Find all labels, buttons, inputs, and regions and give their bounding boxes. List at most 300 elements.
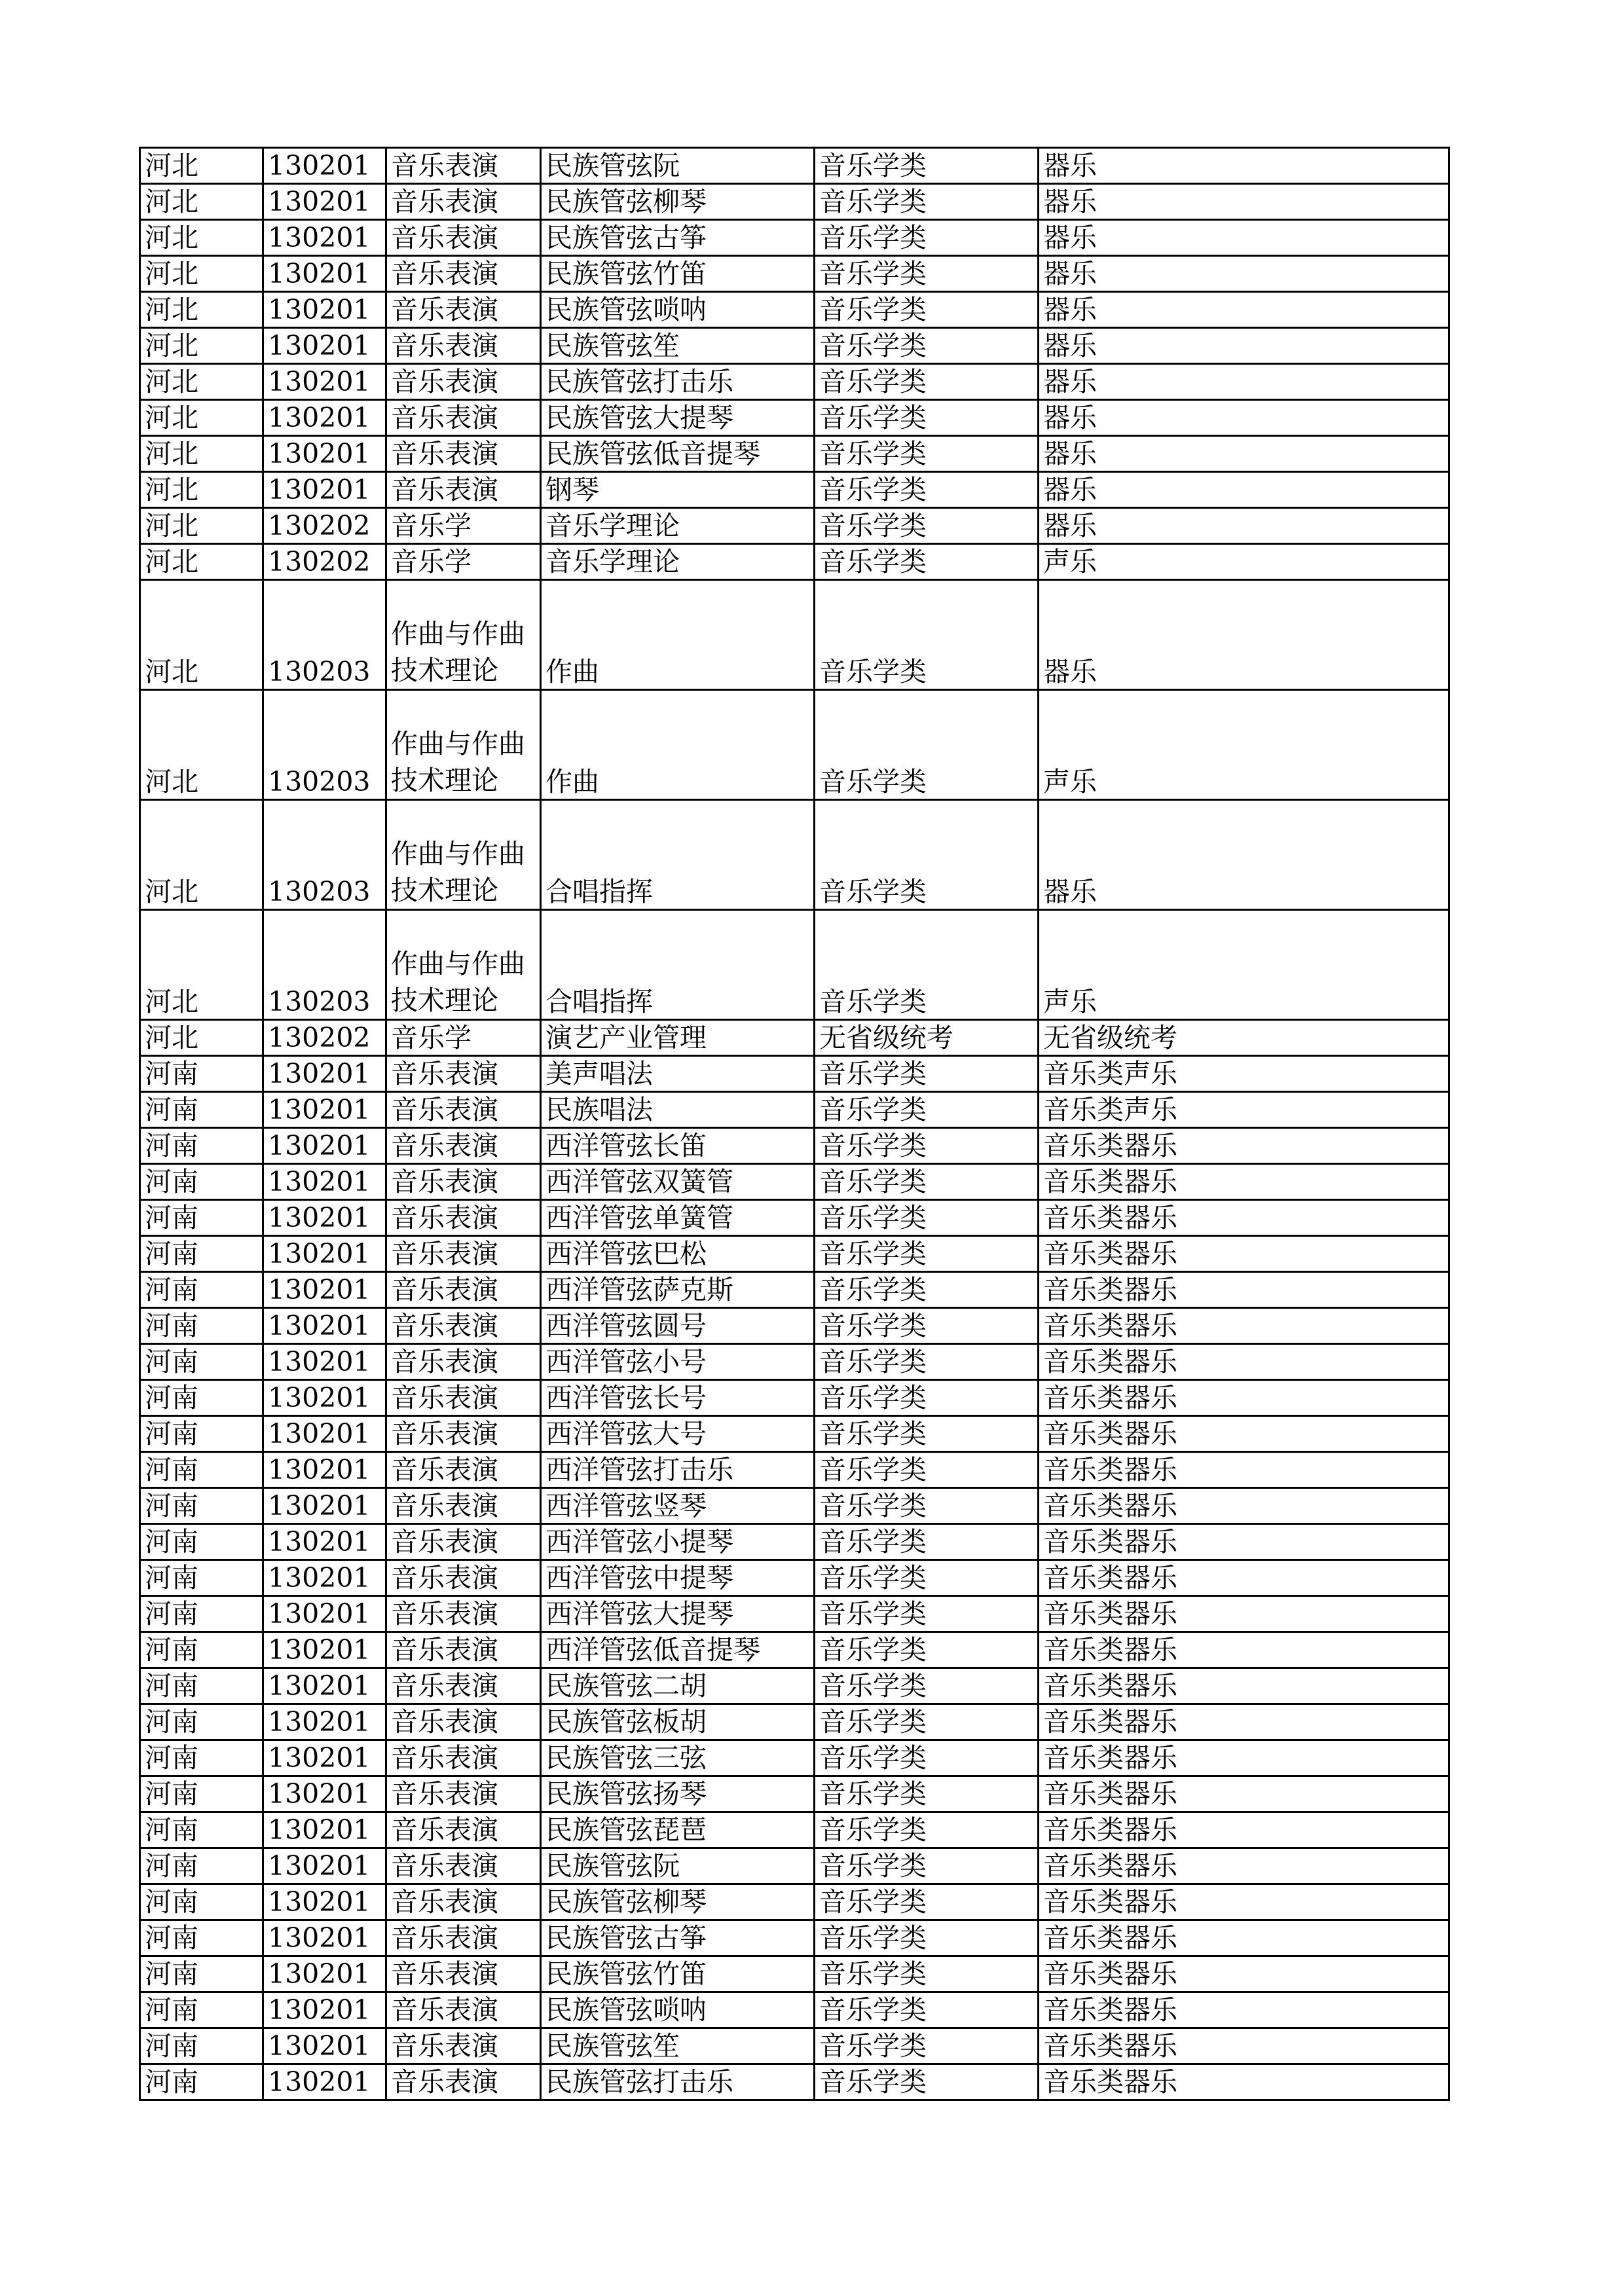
direction-cell: 民族管弦阮 [541,148,815,184]
province-cell: 河南 [140,1632,263,1668]
code-cell: 130201 [263,1056,386,1092]
code-cell: 130201 [263,1344,386,1380]
category-cell: 音乐学类 [815,328,1039,364]
category-cell: 音乐学类 [815,1452,1039,1488]
category-cell: 音乐学类 [815,1380,1039,1416]
category-cell: 音乐学类 [815,364,1039,400]
table-row [140,1596,1449,1632]
table-row [140,1848,1449,1884]
category-cell: 音乐学类 [815,1164,1039,1200]
direction-cell: 合唱指挥 [541,910,815,1020]
table-row [140,1272,1449,1308]
direction-cell: 民族管弦柳琴 [541,1884,815,1920]
major-cell: 音乐表演 [386,1632,541,1668]
category-cell: 音乐学类 [815,1920,1039,1956]
table-row [140,544,1449,580]
direction-cell: 民族管弦扬琴 [541,1776,815,1812]
province-cell: 河南 [140,1776,263,1812]
code-cell: 130201 [263,400,386,436]
direction-cell: 民族管弦柳琴 [541,184,815,220]
direction-cell: 西洋管弦长号 [541,1380,815,1416]
province-cell: 河北 [140,1020,263,1056]
code-cell: 130201 [263,1740,386,1776]
major-cell: 音乐表演 [386,1236,541,1272]
category-cell: 音乐学类 [815,1524,1039,1560]
province-cell: 河北 [140,184,263,220]
code-cell: 130201 [263,1668,386,1704]
category-cell: 音乐学类 [815,436,1039,472]
table-row [140,1776,1449,1812]
province-cell: 河北 [140,148,263,184]
province-cell: 河南 [140,1344,263,1380]
code-cell: 130201 [263,292,386,328]
code-cell: 130201 [263,1884,386,1920]
category-cell: 音乐学类 [815,1128,1039,1164]
province-cell: 河北 [140,690,263,800]
province-cell: 河北 [140,910,263,1020]
code-cell: 130201 [263,1452,386,1488]
province-cell: 河南 [140,1992,263,2028]
table-row [140,1884,1449,1920]
direction-cell: 西洋管弦萨克斯 [541,1272,815,1308]
major-cell: 音乐表演 [386,1560,541,1596]
direction-cell: 民族管弦三弦 [541,1740,815,1776]
direction-cell: 民族管弦琵琶 [541,1812,815,1848]
direction-cell: 美声唱法 [541,1056,815,1092]
code-cell: 130201 [263,1920,386,1956]
table-row [140,1164,1449,1200]
province-cell: 河北 [140,220,263,256]
direction-cell: 民族管弦竹笛 [541,256,815,292]
exam-type-cell: 音乐类器乐 [1039,1920,1449,1956]
category-cell: 音乐学类 [815,1956,1039,1992]
code-cell: 130201 [263,1416,386,1452]
code-cell: 130201 [263,1812,386,1848]
category-cell: 音乐学类 [815,1632,1039,1668]
table-row [140,1740,1449,1776]
major-cell: 音乐表演 [386,148,541,184]
direction-cell: 民族管弦大提琴 [541,400,815,436]
major-cell: 音乐表演 [386,184,541,220]
category-cell: 音乐学类 [815,256,1039,292]
code-cell: 130201 [263,1632,386,1668]
direction-cell: 民族唱法 [541,1092,815,1128]
major-cell: 音乐表演 [386,1992,541,2028]
category-cell: 音乐学类 [815,1200,1039,1236]
code-cell: 130201 [263,1092,386,1128]
table-row [140,1920,1449,1956]
major-cell: 音乐表演 [386,292,541,328]
direction-cell: 民族管弦打击乐 [541,364,815,400]
direction-cell: 西洋管弦大号 [541,1416,815,1452]
table-row [140,1704,1449,1740]
code-cell: 130201 [263,1848,386,1884]
major-cell: 音乐表演 [386,1524,541,1560]
table-row [140,364,1449,400]
province-cell: 河南 [140,1848,263,1884]
code-cell: 130201 [263,328,386,364]
exam-type-cell: 音乐类器乐 [1039,1488,1449,1524]
table-body [140,148,1449,2100]
major-cell: 音乐表演 [386,1164,541,1200]
direction-cell: 西洋管弦打击乐 [541,1452,815,1488]
province-cell: 河北 [140,800,263,910]
direction-cell: 民族管弦阮 [541,1848,815,1884]
exam-type-cell: 器乐 [1039,400,1449,436]
exam-type-cell: 音乐类器乐 [1039,1380,1449,1416]
major-cell: 音乐表演 [386,1200,541,1236]
code-cell: 130201 [263,2028,386,2064]
table-row [140,1668,1449,1704]
exam-type-cell: 声乐 [1039,690,1449,800]
code-cell: 130201 [263,2064,386,2100]
province-cell: 河北 [140,580,263,690]
category-cell: 音乐学类 [815,1236,1039,1272]
table-row [140,2064,1449,2100]
major-cell: 音乐表演 [386,1308,541,1344]
exam-type-cell: 音乐类声乐 [1039,1092,1449,1128]
major-cell: 音乐表演 [386,436,541,472]
code-cell: 130201 [263,436,386,472]
category-cell: 音乐学类 [815,1884,1039,1920]
major-cell: 音乐表演 [386,472,541,508]
province-cell: 河南 [140,1488,263,1524]
direction-cell: 作曲 [541,580,815,690]
code-cell: 130201 [263,1272,386,1308]
direction-cell: 民族管弦古筝 [541,220,815,256]
code-cell: 130201 [263,472,386,508]
exam-type-cell: 无省级统考 [1039,1020,1449,1056]
province-cell: 河南 [140,1200,263,1236]
province-cell: 河北 [140,364,263,400]
direction-cell: 西洋管弦小号 [541,1344,815,1380]
code-cell: 130201 [263,220,386,256]
province-cell: 河北 [140,472,263,508]
major-cell: 作曲与作曲技术理论 [386,580,541,690]
exam-type-cell: 声乐 [1039,910,1449,1020]
code-cell: 130201 [263,1524,386,1560]
direction-cell: 合唱指挥 [541,800,815,910]
exam-type-cell: 器乐 [1039,148,1449,184]
category-cell: 音乐学类 [815,544,1039,580]
code-cell: 130201 [263,1380,386,1416]
table-row [140,472,1449,508]
major-cell: 音乐表演 [386,328,541,364]
province-cell: 河北 [140,256,263,292]
major-cell: 音乐学 [386,508,541,544]
major-cell: 音乐表演 [386,1128,541,1164]
direction-cell: 民族管弦笙 [541,328,815,364]
province-cell: 河南 [140,1560,263,1596]
direction-cell: 西洋管弦中提琴 [541,1560,815,1596]
category-cell: 音乐学类 [815,184,1039,220]
exam-type-cell: 音乐类器乐 [1039,1164,1449,1200]
province-cell: 河北 [140,328,263,364]
major-cell: 音乐表演 [386,1452,541,1488]
category-cell: 音乐学类 [815,148,1039,184]
category-cell: 无省级统考 [815,1020,1039,1056]
exam-type-cell: 器乐 [1039,328,1449,364]
table-row [140,1956,1449,1992]
province-cell: 河南 [140,1452,263,1488]
major-cell: 音乐表演 [386,1776,541,1812]
direction-cell: 民族管弦低音提琴 [541,436,815,472]
province-cell: 河北 [140,508,263,544]
code-cell: 130201 [263,1704,386,1740]
category-cell: 音乐学类 [815,690,1039,800]
table-row [140,436,1449,472]
table-row [140,1344,1449,1380]
category-cell: 音乐学类 [815,1740,1039,1776]
table-row [140,148,1449,184]
category-cell: 音乐学类 [815,580,1039,690]
exam-type-cell: 器乐 [1039,364,1449,400]
province-cell: 河南 [140,1740,263,1776]
category-cell: 音乐学类 [815,400,1039,436]
major-cell: 作曲与作曲技术理论 [386,800,541,910]
exam-type-cell: 音乐类器乐 [1039,1740,1449,1776]
category-cell: 音乐学类 [815,2028,1039,2064]
category-cell: 音乐学类 [815,910,1039,1020]
table-row [140,2028,1449,2064]
major-cell: 音乐表演 [386,1740,541,1776]
direction-cell: 民族管弦笙 [541,2028,815,2064]
table-row [140,1452,1449,1488]
exam-type-cell: 音乐类器乐 [1039,1632,1449,1668]
exam-type-cell: 器乐 [1039,580,1449,690]
province-cell: 河北 [140,292,263,328]
major-cell: 音乐表演 [386,1920,541,1956]
province-cell: 河南 [140,1920,263,1956]
exam-type-cell: 音乐类器乐 [1039,1560,1449,1596]
direction-cell: 民族管弦二胡 [541,1668,815,1704]
table-row [140,1092,1449,1128]
code-cell: 130201 [263,1560,386,1596]
category-cell: 音乐学类 [815,1272,1039,1308]
exam-type-cell: 音乐类器乐 [1039,1452,1449,1488]
code-cell: 130203 [263,580,386,690]
exam-type-cell: 音乐类器乐 [1039,1812,1449,1848]
province-cell: 河南 [140,1272,263,1308]
province-cell: 河南 [140,1380,263,1416]
major-cell: 音乐表演 [386,2028,541,2064]
major-cell: 音乐表演 [386,1668,541,1704]
province-cell: 河南 [140,1668,263,1704]
category-cell: 音乐学类 [815,1056,1039,1092]
major-cell: 音乐表演 [386,2064,541,2100]
direction-cell: 民族管弦古筝 [541,1920,815,1956]
code-cell: 130201 [263,1956,386,1992]
table-row [140,580,1449,690]
major-cell: 音乐表演 [386,1848,541,1884]
province-cell: 河北 [140,400,263,436]
direction-cell: 民族管弦打击乐 [541,2064,815,2100]
province-cell: 河南 [140,1704,263,1740]
code-cell: 130201 [263,1308,386,1344]
category-cell: 音乐学类 [815,2064,1039,2100]
table-row [140,1236,1449,1272]
table-row [140,1020,1449,1056]
category-cell: 音乐学类 [815,1416,1039,1452]
code-cell: 130201 [263,256,386,292]
category-cell: 音乐学类 [815,1596,1039,1632]
table-row [140,508,1449,544]
category-cell: 音乐学类 [815,800,1039,910]
exam-type-cell: 音乐类器乐 [1039,1992,1449,2028]
category-cell: 音乐学类 [815,1776,1039,1812]
exam-type-cell: 器乐 [1039,292,1449,328]
exam-type-cell: 器乐 [1039,508,1449,544]
category-cell: 音乐学类 [815,220,1039,256]
direction-cell: 演艺产业管理 [541,1020,815,1056]
code-cell: 130203 [263,910,386,1020]
exam-type-cell: 音乐类器乐 [1039,2064,1449,2100]
table-row [140,292,1449,328]
province-cell: 河南 [140,1164,263,1200]
major-cell: 音乐表演 [386,1344,541,1380]
direction-cell: 音乐学理论 [541,508,815,544]
exam-type-cell: 音乐类器乐 [1039,1956,1449,1992]
province-cell: 河南 [140,1884,263,1920]
exam-type-cell: 音乐类器乐 [1039,1668,1449,1704]
major-cell: 音乐表演 [386,1884,541,1920]
table-row [140,400,1449,436]
direction-cell: 西洋管弦圆号 [541,1308,815,1344]
table-row [140,1056,1449,1092]
direction-cell: 西洋管弦双簧管 [541,1164,815,1200]
code-cell: 130203 [263,800,386,910]
exam-type-cell: 音乐类器乐 [1039,1308,1449,1344]
category-cell: 音乐学类 [815,1560,1039,1596]
major-cell: 音乐表演 [386,1416,541,1452]
code-cell: 130201 [263,1596,386,1632]
direction-cell: 钢琴 [541,472,815,508]
exam-type-cell: 音乐类器乐 [1039,1344,1449,1380]
direction-cell: 西洋管弦低音提琴 [541,1632,815,1668]
table-row [140,1488,1449,1524]
direction-cell: 西洋管弦巴松 [541,1236,815,1272]
province-cell: 河南 [140,1308,263,1344]
code-cell: 130201 [263,184,386,220]
code-cell: 130201 [263,1776,386,1812]
table-row [140,1200,1449,1236]
major-cell: 音乐表演 [386,256,541,292]
direction-cell: 民族管弦竹笛 [541,1956,815,1992]
category-cell: 音乐学类 [815,1488,1039,1524]
exam-type-cell: 音乐类器乐 [1039,1776,1449,1812]
category-cell: 音乐学类 [815,1704,1039,1740]
category-cell: 音乐学类 [815,1848,1039,1884]
code-cell: 130201 [263,1164,386,1200]
exam-type-cell: 音乐类器乐 [1039,1848,1449,1884]
data-table [139,147,1450,2101]
province-cell: 河南 [140,1236,263,1272]
direction-cell: 音乐学理论 [541,544,815,580]
table-row [140,800,1449,910]
code-cell: 130202 [263,1020,386,1056]
province-cell: 河南 [140,2064,263,2100]
exam-type-cell: 音乐类声乐 [1039,1056,1449,1092]
major-cell: 音乐表演 [386,1056,541,1092]
code-cell: 130201 [263,1236,386,1272]
direction-cell: 西洋管弦小提琴 [541,1524,815,1560]
major-cell: 音乐表演 [386,1812,541,1848]
province-cell: 河南 [140,1416,263,1452]
exam-type-cell: 音乐类器乐 [1039,2028,1449,2064]
table-row [140,1308,1449,1344]
category-cell: 音乐学类 [815,1092,1039,1128]
major-cell: 音乐表演 [386,1704,541,1740]
code-cell: 130201 [263,364,386,400]
province-cell: 河南 [140,2028,263,2064]
table-row [140,256,1449,292]
direction-cell: 民族管弦唢呐 [541,292,815,328]
major-cell: 音乐学 [386,1020,541,1056]
major-cell: 音乐表演 [386,364,541,400]
code-cell: 130201 [263,1992,386,2028]
exam-type-cell: 声乐 [1039,544,1449,580]
major-cell: 音乐学 [386,544,541,580]
exam-type-cell: 音乐类器乐 [1039,1200,1449,1236]
direction-cell: 西洋管弦长笛 [541,1128,815,1164]
code-cell: 130201 [263,148,386,184]
direction-cell: 民族管弦唢呐 [541,1992,815,2028]
exam-type-cell: 音乐类器乐 [1039,1596,1449,1632]
category-cell: 音乐学类 [815,1344,1039,1380]
direction-cell: 民族管弦板胡 [541,1704,815,1740]
major-cell: 音乐表演 [386,1596,541,1632]
table-row [140,690,1449,800]
exam-type-cell: 音乐类器乐 [1039,1704,1449,1740]
table-row [140,1560,1449,1596]
exam-type-cell: 音乐类器乐 [1039,1416,1449,1452]
code-cell: 130201 [263,1200,386,1236]
category-cell: 音乐学类 [815,472,1039,508]
exam-type-cell: 器乐 [1039,184,1449,220]
direction-cell: 西洋管弦大提琴 [541,1596,815,1632]
table-row [140,1128,1449,1164]
code-cell: 130202 [263,544,386,580]
category-cell: 音乐学类 [815,1308,1039,1344]
table-row [140,1812,1449,1848]
province-cell: 河南 [140,1596,263,1632]
province-cell: 河北 [140,544,263,580]
table-row [140,1416,1449,1452]
table-row [140,1380,1449,1416]
exam-type-cell: 音乐类器乐 [1039,1236,1449,1272]
code-cell: 130202 [263,508,386,544]
category-cell: 音乐学类 [815,292,1039,328]
major-cell: 音乐表演 [386,1380,541,1416]
major-cell: 音乐表演 [386,400,541,436]
table-row [140,1992,1449,2028]
major-cell: 作曲与作曲技术理论 [386,690,541,800]
table-row [140,1524,1449,1560]
exam-type-cell: 器乐 [1039,472,1449,508]
major-cell: 音乐表演 [386,1488,541,1524]
exam-type-cell: 器乐 [1039,220,1449,256]
category-cell: 音乐学类 [815,1668,1039,1704]
province-cell: 河南 [140,1092,263,1128]
table-row [140,220,1449,256]
exam-type-cell: 器乐 [1039,256,1449,292]
direction-cell: 西洋管弦单簧管 [541,1200,815,1236]
major-cell: 音乐表演 [386,1956,541,1992]
province-cell: 河南 [140,1056,263,1092]
direction-cell: 作曲 [541,690,815,800]
exam-type-cell: 音乐类器乐 [1039,1884,1449,1920]
major-cell: 音乐表演 [386,1272,541,1308]
